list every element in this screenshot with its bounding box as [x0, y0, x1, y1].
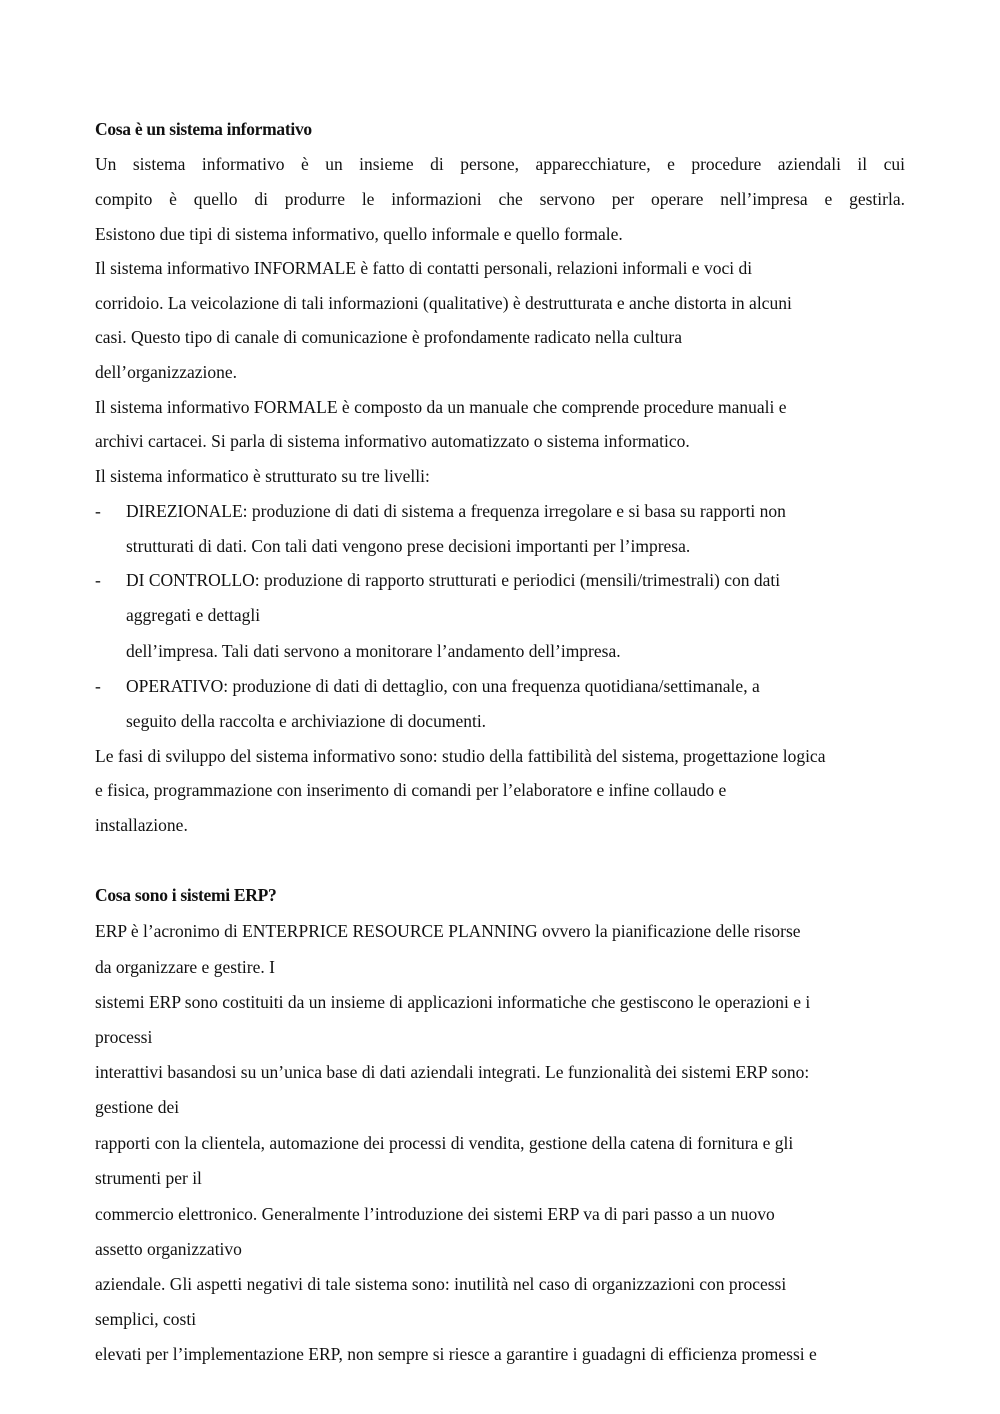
bullet-marker: - — [95, 570, 101, 590]
paragraph-line: semplici, costi — [95, 1309, 197, 1329]
paragraph-line: casi. Questo tipo di canale di comunicazione è profondamente radicato nella cultura — [95, 327, 682, 347]
bullet-line: OPERATIVO: produzione di dati di dettaglio, con una frequenza quotidiana/settimanale, a — [126, 676, 760, 696]
bullet-line: DI CONTROLLO: produzione di rapporto strutturati e periodici (mensili/trimestrali) con dati — [126, 570, 781, 590]
paragraph-line: dell’organizzazione. — [95, 362, 238, 382]
paragraph-line: commercio elettronico. Generalmente l’introduzione dei sistemi ERP va di pari passo a un nuovo — [95, 1204, 775, 1224]
paragraph-line: Il sistema informativo FORMALE è composto da un manuale che comprende procedure manuali e — [95, 397, 787, 417]
paragraph-line: e fisica, programmazione con inserimento di comandi per l’elaboratore e infine collaudo e — [95, 780, 727, 800]
paragraph-line: corridoio. La veicolazione di tali informazioni (qualitative) è destrutturata e anche distorta in alcuni — [95, 293, 792, 313]
paragraph-line: ERP è l’acronimo di ENTERPRICE RESOURCE PLANNING ovvero la pianificazione delle risorse — [95, 921, 801, 941]
bullet-marker: - — [95, 501, 101, 521]
paragraph-line: Esistono due tipi di sistema informativo, quello informale e quello formale. — [95, 224, 623, 244]
bullet-line: aggregati e dettagli — [126, 605, 261, 625]
paragraph-line: strumenti per il — [95, 1168, 202, 1188]
bullet-line: seguito della raccolta e archiviazione di documenti. — [126, 711, 487, 731]
paragraph-line: aziendale. Gli aspetti negativi di tale sistema sono: inutilità nel caso di organizzazioni con processi — [95, 1274, 787, 1294]
paragraph-line: compito è quello di produrre le informazioni che servono per operare nell’impresa e gestirla. — [95, 189, 905, 209]
paragraph-line: Il sistema informatico è strutturato su tre livelli: — [95, 466, 430, 486]
paragraph-line: Un sistema informativo è un insieme di persone, apparecchiature, e procedure aziendali il cui — [95, 154, 905, 174]
section-heading: Cosa sono i sistemi ERP? — [95, 885, 277, 905]
paragraph-line: installazione. — [95, 815, 188, 835]
section-heading: Cosa è un sistema informativo — [95, 119, 312, 139]
bullet-line: strutturati di dati. Con tali dati vengono prese decisioni importanti per l’impresa. — [126, 536, 691, 556]
paragraph-line: da organizzare e gestire. I — [95, 957, 275, 977]
bullet-line: DIREZIONALE: produzione di dati di sistema a frequenza irregolare e si basa su rapporti non — [126, 501, 786, 521]
paragraph-line: Il sistema informativo INFORMALE è fatto di contatti personali, relazioni informali e voci di — [95, 258, 753, 278]
bullet-line: dell’impresa. Tali dati servono a monitorare l’andamento dell’impresa. — [126, 641, 621, 661]
paragraph-line: sistemi ERP sono costituiti da un insieme di applicazioni informatiche che gestiscono le operazioni e i — [95, 992, 811, 1012]
paragraph-line: processi — [95, 1027, 153, 1047]
paragraph-line: elevati per l’implementazione ERP, non sempre si riesce a garantire i guadagni di efficienza promessi e — [95, 1344, 817, 1364]
bullet-marker: - — [95, 676, 101, 696]
paragraph-line: assetto organizzativo — [95, 1239, 242, 1259]
paragraph-line: rapporti con la clientela, automazione dei processi di vendita, gestione della catena di fornitura e gli — [95, 1133, 794, 1153]
paragraph-line: Le fasi di sviluppo del sistema informativo sono: studio della fattibilità del sistema, progettazione logica — [95, 746, 826, 766]
paragraph-line: interattivi basandosi su un’unica base di dati aziendali integrati. Le funzionalità dei sistemi ERP sono: — [95, 1062, 810, 1082]
paragraph-line: gestione dei — [95, 1097, 180, 1117]
paragraph-line: archivi cartacei. Si parla di sistema informativo automatizzato o sistema informatico. — [95, 431, 690, 451]
